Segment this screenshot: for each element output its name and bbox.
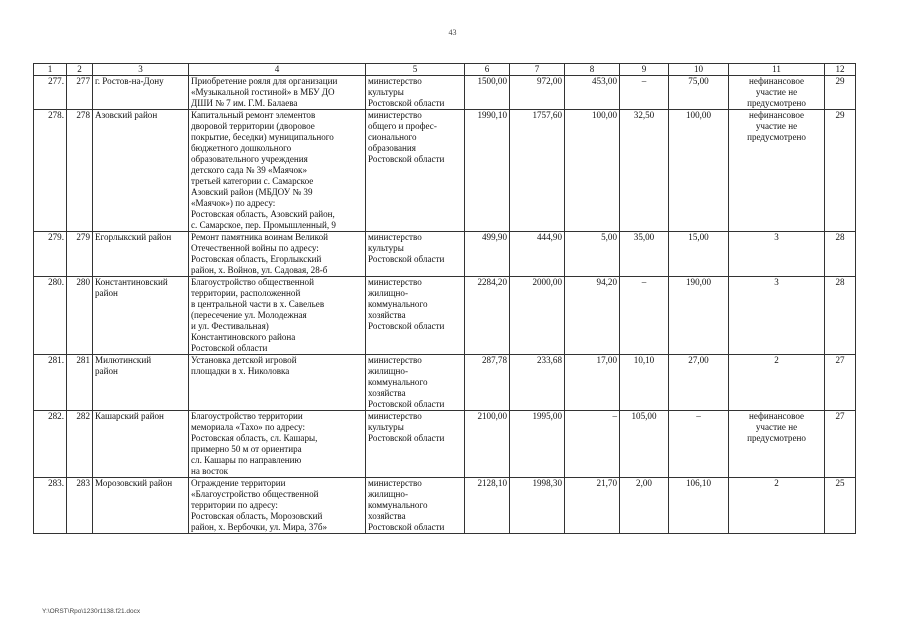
row-number: 282.: [34, 411, 67, 478]
participation: 2: [729, 478, 825, 534]
amount-col9: –: [620, 76, 669, 110]
score: 29: [825, 76, 856, 110]
amount-col8: 17,00: [565, 355, 620, 411]
column-header: 9: [620, 64, 669, 76]
amount-col9: 2,00: [620, 478, 669, 534]
amount-col7: 2000,00: [510, 277, 565, 355]
table-row: [34, 355, 856, 411]
participation: нефинансовое участие не предусмотрено: [729, 411, 825, 478]
amount-col9: 32,50: [620, 110, 669, 232]
project-id: 281: [67, 355, 93, 411]
amount-col7: 233,68: [510, 355, 565, 411]
amount-total: 1990,10: [465, 110, 510, 232]
municipality: Милютинский район: [93, 355, 189, 411]
amount-total: 499,90: [465, 232, 510, 277]
column-header: 11: [729, 64, 825, 76]
amount-col7: 444,90: [510, 232, 565, 277]
participation: 3: [729, 232, 825, 277]
amount-col10: 27,00: [669, 355, 729, 411]
amount-total: 2284,20: [465, 277, 510, 355]
amount-col7: 1757,60: [510, 110, 565, 232]
amount-col10: –: [669, 411, 729, 478]
amount-col8: –: [565, 411, 620, 478]
project-description: Капитальный ремонт элементов дворовой территории (дворовое покрытие, беседки) муниципального бюджетного дошкольного образовательного учреждения детского сада № 39 «Маячок» третьей категории с. Самарское Азовский район (МБДОУ № 39 «Маячок») по адресу: Ростовская область, Азовский район, с. Самарское, пер. Промышленный, 9: [189, 110, 366, 232]
score: 25: [825, 478, 856, 534]
municipality: Морозовский район: [93, 478, 189, 534]
project-description: Приобретение рояля для организации «Музыкальной гостиной» в МБУ ДО ДШИ № 7 им. Г.М. Балаева: [189, 76, 366, 110]
participation: 2: [729, 355, 825, 411]
amount-col8: 21,70: [565, 478, 620, 534]
column-header: 8: [565, 64, 620, 76]
project-id: 280: [67, 277, 93, 355]
table-row: [34, 76, 856, 110]
column-header: 2: [67, 64, 93, 76]
table-row: [34, 277, 856, 355]
column-number-row: [34, 64, 856, 76]
amount-col7: 972,00: [510, 76, 565, 110]
amount-col10: 106,10: [669, 478, 729, 534]
participation: нефинансовое участие не предусмотрено: [729, 76, 825, 110]
amount-total: 287,78: [465, 355, 510, 411]
row-number: 281.: [34, 355, 67, 411]
amount-total: 2100,00: [465, 411, 510, 478]
amount-col7: 1998,30: [510, 478, 565, 534]
amount-col9: 105,00: [620, 411, 669, 478]
amount-col10: 15,00: [669, 232, 729, 277]
ministry: министерство жилищно- коммунального хозяйства Ростовской области: [366, 355, 465, 411]
page-number: 43: [448, 28, 457, 37]
participation: нефинансовое участие не предусмотрено: [729, 110, 825, 232]
document-table: [33, 63, 856, 534]
row-number: 283.: [34, 478, 67, 534]
project-id: 277: [67, 76, 93, 110]
amount-col8: 94,20: [565, 277, 620, 355]
table-row: [34, 411, 856, 478]
column-header: 12: [825, 64, 856, 76]
score: 27: [825, 355, 856, 411]
municipality: Константиновский район: [93, 277, 189, 355]
project-id: 282: [67, 411, 93, 478]
ministry: министерство культуры Ростовской области: [366, 232, 465, 277]
score: 28: [825, 232, 856, 277]
column-header: 1: [34, 64, 67, 76]
project-description: Ремонт памятника воинам Великой Отечественной войны по адресу: Ростовская область, Егорлыкский район, х. Войнов, ул. Садовая, 28-б: [189, 232, 366, 277]
amount-total: 2128,10: [465, 478, 510, 534]
project-description: Ограждение территории «Благоустройство общественной территории по адресу: Ростовская область, Морозовский район, х. Вербочки, ул. Мира, 37б»: [189, 478, 366, 534]
table-row: [34, 110, 856, 232]
amount-col9: 35,00: [620, 232, 669, 277]
amount-total: 1500,00: [465, 76, 510, 110]
column-header: 5: [366, 64, 465, 76]
project-description: Благоустройство общественной территории, расположенной в центральной части в х. Савельев (пересечение ул. Молодежная и ул. Фестивальная) Константиновского района Ростовской области: [189, 277, 366, 355]
ministry: министерство жилищно- коммунального хозяйства Ростовской области: [366, 478, 465, 534]
amount-col8: 5,00: [565, 232, 620, 277]
score: 27: [825, 411, 856, 478]
amount-col8: 100,00: [565, 110, 620, 232]
ministry: министерство общего и профес- сионального образования Ростовской области: [366, 110, 465, 232]
row-number: 278.: [34, 110, 67, 232]
table-row: [34, 232, 856, 277]
ministry: министерство культуры Ростовской области: [366, 411, 465, 478]
project-description: Благоустройство территории мемориала «Тахо» по адресу: Ростовская область, сл. Кашары, примерно 50 м от ориентира сл. Кашары по направлению на восток: [189, 411, 366, 478]
municipality: Кашарский район: [93, 411, 189, 478]
project-id: 278: [67, 110, 93, 232]
project-id: 279: [67, 232, 93, 277]
column-header: 7: [510, 64, 565, 76]
project-description: Установка детской игровой площадки в х. Николовка: [189, 355, 366, 411]
row-number: 280.: [34, 277, 67, 355]
participation: 3: [729, 277, 825, 355]
file-path-footer: Y:\ORST\Rpo\1230r1138.f21.docx: [42, 608, 141, 615]
amount-col8: 453,00: [565, 76, 620, 110]
column-header: 3: [93, 64, 189, 76]
amount-col10: 75,00: [669, 76, 729, 110]
amount-col9: –: [620, 277, 669, 355]
project-id: 283: [67, 478, 93, 534]
ministry: министерство жилищно- коммунального хозяйства Ростовской области: [366, 277, 465, 355]
ministry: министерство культуры Ростовской области: [366, 76, 465, 110]
municipality: г. Ростов-на-Дону: [93, 76, 189, 110]
amount-col7: 1995,00: [510, 411, 565, 478]
row-number: 277.: [34, 76, 67, 110]
table-row: [34, 478, 856, 534]
score: 28: [825, 277, 856, 355]
amount-col9: 10,10: [620, 355, 669, 411]
amount-col10: 190,00: [669, 277, 729, 355]
amount-col10: 100,00: [669, 110, 729, 232]
municipality: Азовский район: [93, 110, 189, 232]
column-header: 10: [669, 64, 729, 76]
municipality: Егорлыкский район: [93, 232, 189, 277]
score: 29: [825, 110, 856, 232]
column-header: 4: [189, 64, 366, 76]
row-number: 279.: [34, 232, 67, 277]
column-header: 6: [465, 64, 510, 76]
